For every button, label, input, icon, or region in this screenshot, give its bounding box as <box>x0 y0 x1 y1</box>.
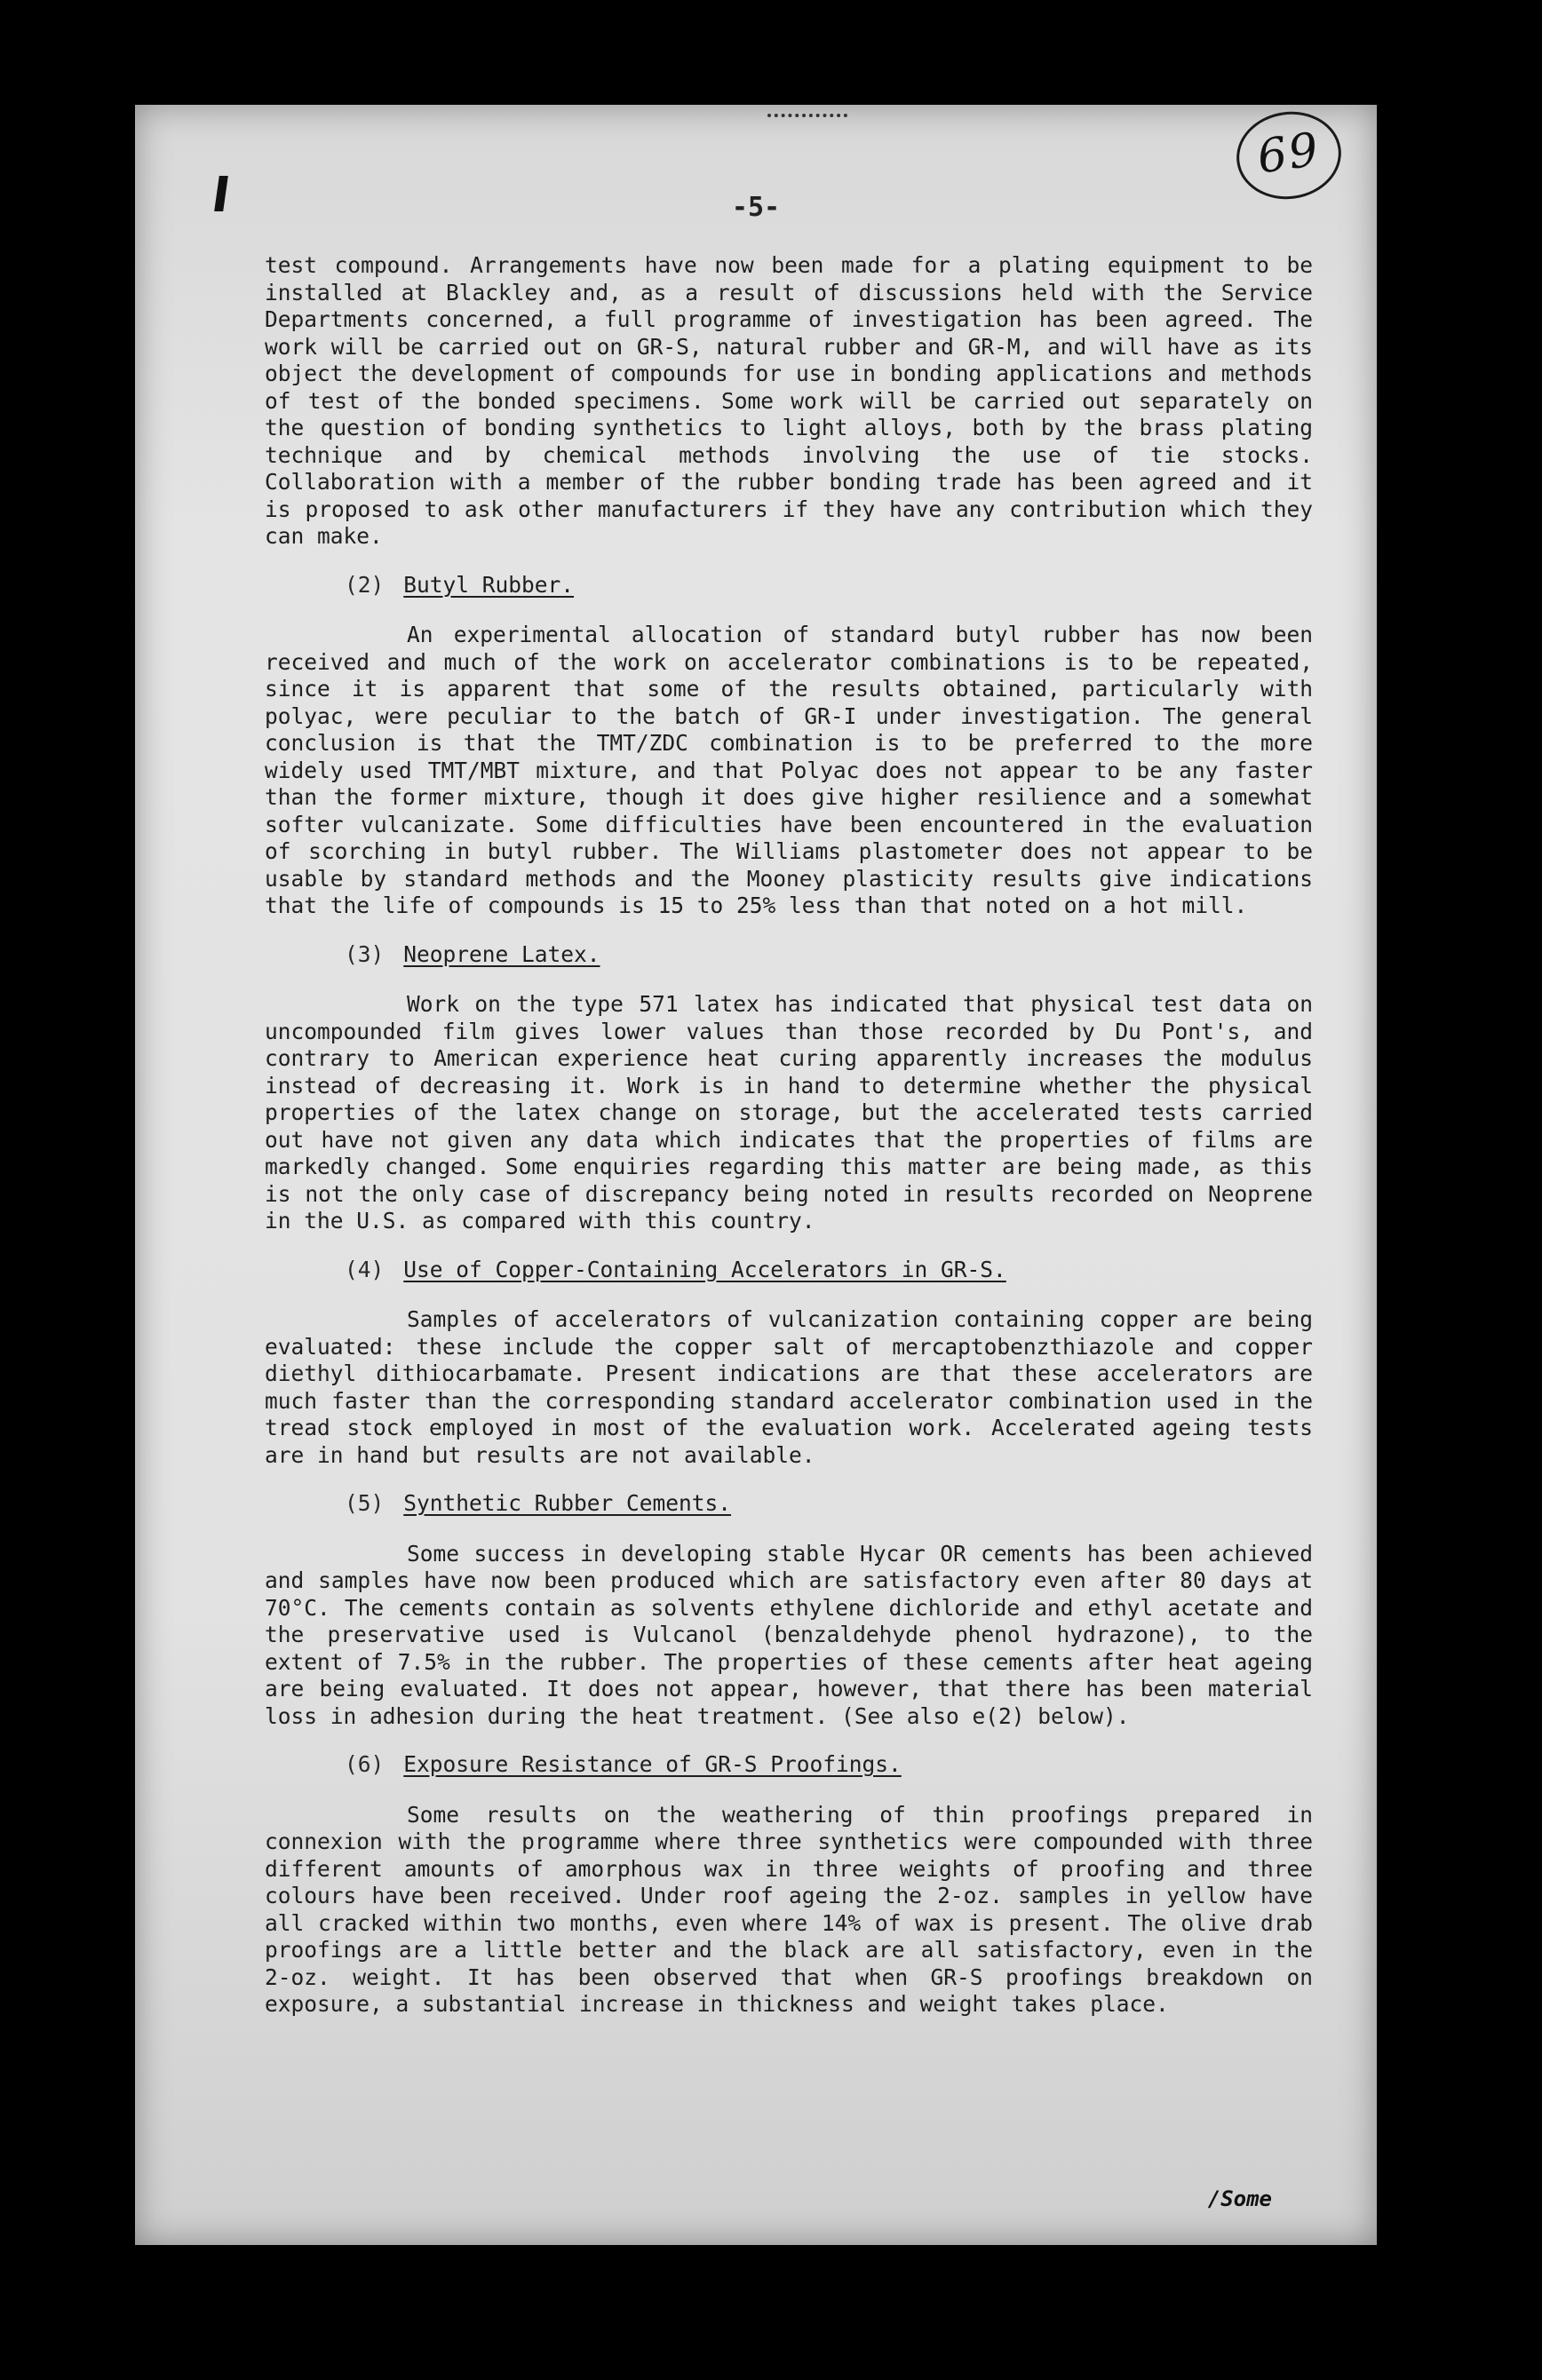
section-paragraph: Work on the type 571 latex has indicated that physical test data on uncompounded film gives lower values than those recorded by Du Pont's, and contrary to American experience heat curing apparently increases the modulus instead of decreasing it. Work is in hand to determine whether the physical properties of the latex change on storage, but the accelerated tests carried out have not given any data which indicates that the properties of films are markedly changed. Some enquiries regarding this matter are being made, as this is not the only case of discrepancy being noted in results recorded on Neoprene in the U.S. as compared with this country. <box>265 991 1313 1234</box>
folio-number: 69 <box>1253 123 1323 185</box>
folio-stamp <box>1231 105 1347 205</box>
section-heading-5 <box>345 1490 1313 1518</box>
section-title: Neoprene Latex. <box>403 940 600 967</box>
intro-paragraph: test compound. Arrangements have now been made for a plating equipment to be installed at Blackley and, as a result of discussions held with the Service Departments concerned, a full programme of investigation has been agreed. The work will be carried out on GR-S, natural rubber and GR-M, and will have as its object the development of compounds for use in bonding applications and methods of test of the bonded specimens. Some work will be carried out separately on the question of bonding synthetics to light alloys, both by the brass plating technique and by chemical methods involving the use of tie stocks. Collaboration with a member of the rubber bonding trade has been agreed and it is proposed to ask other manufacturers if they have any contribution which they can make. <box>265 252 1313 549</box>
section-number: (2) <box>345 571 385 598</box>
section-number: (4) <box>345 1256 385 1282</box>
section-title: Use of Copper-Containing Accelerators in GR-S. <box>403 1256 1006 1282</box>
section-title: Synthetic Rubber Cements. <box>403 1490 732 1516</box>
section-title: Exposure Resistance of GR-S Proofings. <box>403 1751 902 1777</box>
section-paragraph: Some success in developing stable Hycar OR cements has been achieved and samples have now been produced which are satisfactory even after 80 days at 70°C. The cements contain as solvents ethylene dichloride and ethyl acetate and the preservative used is Vulcanol (benzaldehyde phenol hydrazone), to the extent of 7.5% in the rubber. The properties of these cements after heat ageing are being evaluated. It does not appear, however, that there has been material loss in adhesion during the heat treatment. (See also e(2) below). <box>265 1540 1313 1729</box>
section-heading-6 <box>345 1751 1313 1779</box>
section-paragraph: An experimental allocation of standard butyl rubber has now been received and much of the work on accelerator combinations is to be repeated, since it is apparent that some of the results obtained, particularly with polyac, were peculiar to the batch of GR-I under investigation. The general conclusion is that the TMT/ZDC combination is to be preferred to the more widely used TMT/MBT mixture, and that Polyac does not appear to be any faster than the former mixture, though it does give higher resilience and a somewhat softer vulcanizate. Some difficulties have been encountered in the evaluation of scorching in butyl rubber. The Williams plastometer does not appear to be usable by standard methods and the Mooney plasticity results give indications that the life of compounds is 15 to 25% less than that noted on a hot mill. <box>265 622 1313 918</box>
document-body <box>265 252 1313 2019</box>
section-number: (3) <box>345 940 385 967</box>
section-number: (5) <box>345 1490 385 1516</box>
page-number: -5- <box>731 192 781 223</box>
document-page <box>135 105 1377 2245</box>
section-heading-3 <box>345 941 1313 969</box>
catchword: /Some <box>1207 2186 1272 2211</box>
top-scribble <box>767 114 847 123</box>
section-heading-2 <box>345 572 1313 599</box>
section-title: Butyl Rubber. <box>403 571 575 598</box>
section-paragraph: Samples of accelerators of vulcanization containing copper are being evaluated: these include the copper salt of mercaptobenzthiazole and copper diethyl dithiocarbamate. Present indications are that these accelerators are much faster than the corresponding standard accelerator combination used in the tread stock employed in most of the evaluation work. Accelerated ageing tests are in hand but results are not available. <box>265 1306 1313 1468</box>
section-paragraph: Some results on the weathering of thin proofings prepared in connexion with the programme where three synthetics were compounded with three different amounts of amorphous wax in three weights of proofing and three colours have been received. Under roof ageing the 2-oz. samples in yellow have all cracked within two months, even where 14% of wax is present. The olive drab proofings are a little better and the black are all satisfactory, even in the 2-oz. weight. It has been observed that when GR-S proofings breakdown on exposure, a substantial increase in thickness and weight takes place. <box>265 1801 1313 2017</box>
section-number: (6) <box>345 1751 385 1777</box>
section-heading-4 <box>345 1257 1313 1284</box>
